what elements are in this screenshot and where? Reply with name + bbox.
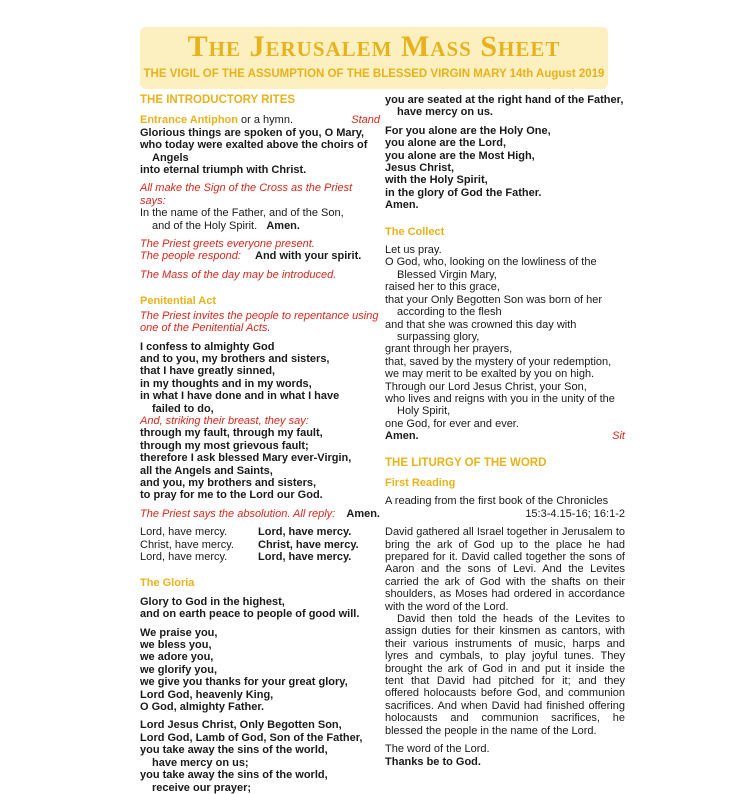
text-line: raised her to this grace, [385,281,500,294]
text-line: grant through her prayers, [385,343,513,356]
gloria-heading: The Gloria [140,577,195,590]
amen-response: Amen. [385,199,419,212]
page-subtitle: THE VIGIL OF THE ASSUMPTION OF THE BLESSED VIRGIN MARY 14th August 2019 [143,68,605,80]
text-line: you alone are the Most High, [385,149,535,162]
reading-intro [385,495,625,520]
text-line: have mercy on us. [397,106,493,119]
kyrie-priest: Lord, have mercy. [140,551,228,563]
page-title: The Jerusalem Mass Sheet [187,30,561,63]
kyrie-people: Christ, have mercy. [258,538,359,551]
reading-reference: 15:3-4.15-16; 16:1-2 [525,507,625,520]
kyrie-priest: Christ, have mercy. [140,538,234,551]
section-heading-liturgy-of-word: THE LITURGY OF THE WORD [385,456,547,469]
kyrie-row [140,526,380,538]
antiphon-text [140,127,380,177]
collect-amen-line [385,430,625,442]
text-line: you take away the sins of the world, [140,744,328,757]
text-line: therefore I ask blessed Mary ever-Virgin, [140,452,352,465]
text-line: For you alone are the Holy One, [385,124,551,137]
kyrie-row [140,539,380,551]
text-line: Through our Lord Jesus Christ, your Son, [385,380,587,393]
gloria-part-5 [385,125,625,212]
sit-rubric: Sit [612,430,625,443]
entrance-antiphon-label: Entrance Antiphon [140,114,238,127]
mass-introduced-rubric: The Mass of the day may be introduced. [140,268,337,281]
sign-of-cross-text [140,207,380,232]
absolution-rubric: The Priest says the absolution. All reply: [140,507,336,520]
confiteor-part-2 [140,427,380,501]
gloria-part-3 [140,719,380,793]
penitential-rubric [140,310,380,335]
text-line: Glory to God in the highest, [140,595,285,608]
respond-text: And with your spirit. [255,250,362,263]
text-line: O God, who, looking on the lowliness of the [385,256,597,269]
text-line: we bless you, [140,639,212,652]
section-heading-introductory-rites: THE INTRODUCTORY RITES [140,94,296,106]
text-line: we may merit to be exalted by you on high. [385,368,595,381]
text-line: in the glory of God the Father. [385,186,542,199]
text-line: Jesus Christ, [385,162,455,175]
text-line: and of the Holy Spirit. [152,219,258,232]
breast-rubric: And, striking their breast, they say: [140,414,309,427]
kyrie-priest: Lord, have mercy. [140,526,228,539]
text-line: we give you thanks for your great glory, [140,676,348,689]
text-line: who lives and reigns with you in the unity of the [385,392,615,405]
text-line: Lord God, Lamb of God, Son of the Father, [140,731,363,744]
text-line: Lord Jesus Christ, Only Begotten Son, [140,719,342,732]
text-line: that I have greatly sinned, [140,365,276,378]
text-line: I confess to almighty God [140,340,275,353]
amen-response: Amen. [346,507,380,520]
text-line: through my fault, through my fault, [140,427,323,440]
gloria-part-1 [140,596,380,621]
text-line: have mercy on us; [152,756,249,769]
text-line: and that she was crowned this day with [385,318,577,331]
text-line: we adore you, [140,651,214,664]
collect-text [385,244,625,443]
text-line: O God, almighty Father. [140,701,265,714]
confiteor-part-1 [140,341,380,415]
text-line: you alone are the Lord, [385,137,507,150]
gloria-part-2 [140,627,380,714]
entrance-antiphon-line [140,114,380,126]
text-line: and to you, my brothers and sisters, [140,352,330,365]
kyrie-people: Lord, have mercy. [258,551,352,563]
text-line: A reading from the first book of the Chronicles [385,495,609,508]
amen-response: Amen. [266,219,300,232]
reading-paragraph-1: David gathered all Israel together in Jerusalem to bring the ark of God up to the place he had prepared for it. David called together the sons of Aaron and the sons of Levi. And the Levites carried the ark of God with the shafts on their shoulders, as Moses had ordered in accordance with the word of the Lord. [385,526,625,613]
text-line: surpassing glory, [397,330,480,343]
reading-conclusion [385,743,625,768]
right-column [385,92,625,768]
text-line: you take away the sins of the world, [140,769,328,782]
text-line: failed to do, [152,402,214,415]
text-line: in my thoughts and in my words, [140,377,312,390]
text-line: to pray for me to the Lord our God. [140,489,323,502]
word-of-the-lord: The word of the Lord. [385,743,490,756]
text-line: Glorious things are spoken of you, O Mary, [140,126,365,139]
text-line: in what I have done and in what I have [140,390,340,403]
text-line: that your Only Begotten Son was born of her [385,293,603,306]
text-line: you are seated at the right hand of the Father, [385,94,624,106]
text-line: Lord God, heavenly King, [140,688,274,701]
text-line: through my most grievous fault; [140,439,309,452]
text-line: one of the Penitential Acts. [140,322,271,335]
stand-rubric: Stand [351,114,380,127]
amen-response: Amen. [385,430,419,443]
text-line: all the Angels and Saints, [140,464,273,477]
text-line: Angels [152,151,189,164]
text-line: Blessed Virgin Mary, [397,268,497,281]
text-line: Holy Spirit, [397,405,451,418]
text-line: We praise you, [140,626,218,639]
text-line: with the Holy Spirit, [385,174,488,187]
text-line: and on earth peace to people of good will. [140,608,360,621]
gloria-part-4 [385,94,625,119]
text-line: into eternal triumph with Christ. [140,164,307,177]
text-line: Let us pray. [385,244,442,257]
text-line: In the name of the Father, and of the Son, [140,207,344,220]
first-reading-heading: First Reading [385,476,456,489]
greet-rubric: The Priest greets everyone present. [140,238,315,251]
text-line: who today were exalted above the choirs of [140,139,368,152]
kyrie-row [140,551,380,563]
thanks-be-to-god: Thanks be to God. [385,755,481,768]
text-line: that, saved by the mystery of your redemption, [385,355,612,368]
respond-line [140,250,380,262]
entrance-or-hymn: or a hymn. [237,114,294,127]
text-line: according to the flesh [397,306,502,319]
absolution-line [140,508,380,520]
text-line: one God, for ever and ever. [385,417,519,430]
sign-of-cross-rubric: All make the Sign of the Cross as the Priest says: [140,182,353,207]
text-line: we glorify you, [140,663,218,676]
text-line: The Priest invites the people to repentance using [140,309,379,322]
text-line: receive our prayer; [152,781,252,794]
reading-paragraph-2: David then told the heads of the Levites to assign duties for their kinsmen as cantors, with their various instruments of music, harps and lyres and cymbals, to play joyful tunes. They brought the ark of God in and put it inside the tent that David had pitched for it; and they offered holocausts before God, and communion sacrifices. And when David had finished offering holocausts and communion sacrifices, he blessed the people in the name of the Lord. [385,613,625,737]
respond-rubric: The people respond: [140,250,241,263]
kyrie-people: Lord, have mercy. [258,526,352,539]
text-line: and you, my brothers and sisters, [140,476,317,489]
kyrie-table [140,526,380,563]
collect-heading: The Collect [385,225,445,238]
penitential-act-heading: Penitential Act [140,295,216,308]
left-column [140,92,380,794]
